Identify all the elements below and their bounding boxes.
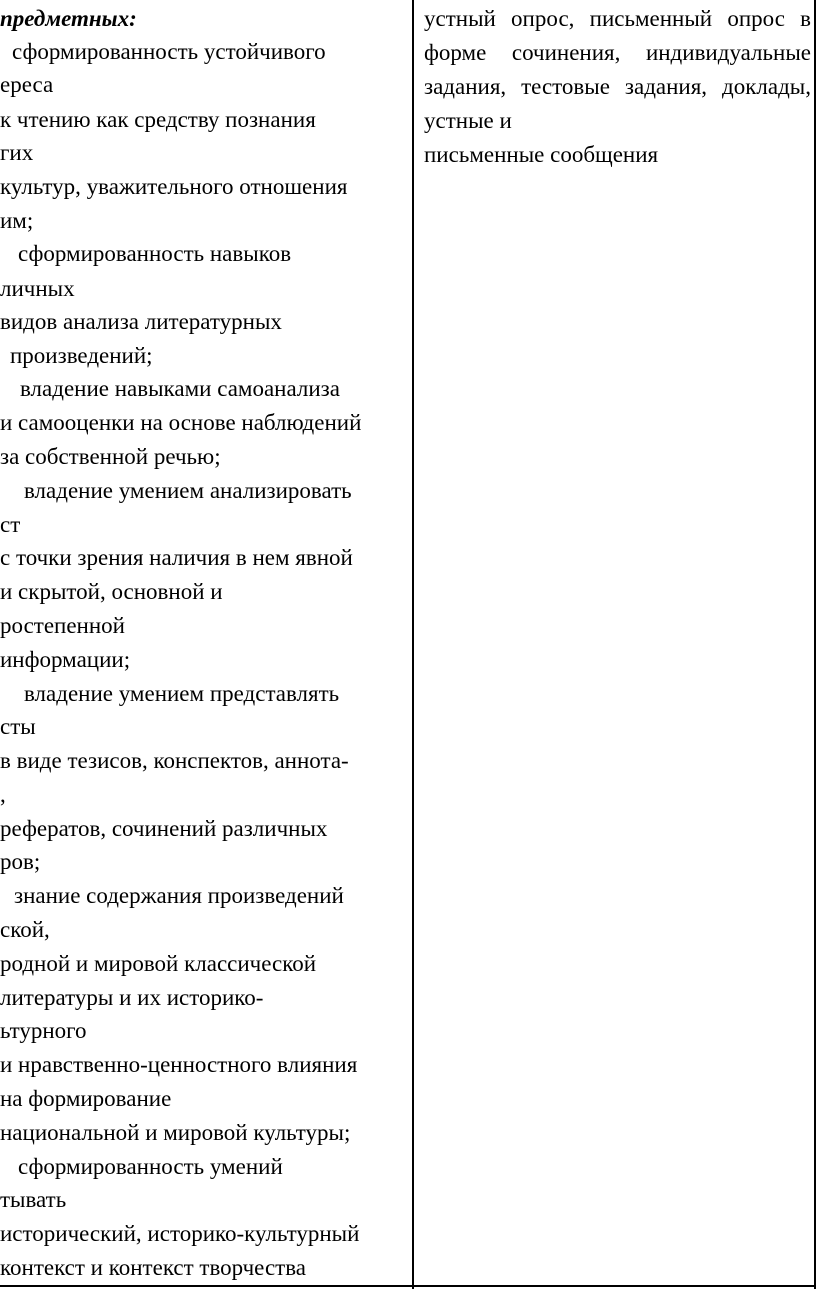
result-line: сформированность устойчивого [12, 39, 326, 64]
result-line: ров; [0, 849, 41, 874]
result-line: ской, [0, 917, 50, 942]
result-line: ростепенной [0, 613, 125, 638]
result-line: и нравственно-ценностного влияния [0, 1052, 358, 1077]
result-line: сформированность навыков [18, 241, 292, 266]
result-line: исторический, историко-культурный [0, 1221, 360, 1246]
result-line: контекст и контекст творчества [0, 1255, 306, 1280]
result-line: личных [0, 276, 75, 301]
result-line: с точки зрения наличия в нем явной [0, 545, 353, 570]
result-line: культур, уважительного отношения [0, 174, 348, 199]
result-line: в виде тезисов, конспектов, аннота- [0, 748, 349, 773]
result-line: к чтению как средству познания [0, 107, 316, 132]
result-line: информации; [0, 647, 131, 672]
result-line: видов анализа литературных [0, 309, 282, 334]
result-line: литературы и их историко- [0, 985, 264, 1010]
result-line: национальной и мировой культуры; [0, 1120, 351, 1145]
result-line: и самооценки на основе наблюдений [0, 410, 362, 435]
result-line: им; [0, 208, 34, 233]
methods-paragraph-end: письменные сообщения [424, 142, 659, 167]
result-line: гих [0, 140, 34, 165]
methods-paragraph: устный опрос, письменный опрос в форме сочинения, индивидуальные задания, тестовые задания, доклады, устные и [424, 6, 811, 133]
result-line: родной и мировой классической [0, 951, 317, 976]
result-line: и скрытой, основной и [0, 579, 223, 604]
methods-text [424, 2, 811, 172]
section-heading: предметных: [0, 6, 137, 31]
result-line: сты [0, 714, 36, 739]
result-line: владение умением представлять [24, 681, 340, 706]
result-line: на формирование [0, 1086, 172, 1111]
result-line: рефератов, сочинений различных [0, 816, 328, 841]
result-line: владение навыками самоанализа [20, 376, 340, 401]
result-line: владение умением анализировать [24, 478, 352, 503]
column-divider [412, 0, 414, 1289]
methods-column [416, 0, 816, 1289]
result-line: сформированность умений [18, 1154, 283, 1179]
result-line: произведений; [10, 343, 153, 368]
result-line: ст [0, 512, 21, 537]
result-line: ереса [0, 72, 54, 97]
result-line: ьтурного [0, 1018, 87, 1043]
result-line: , [0, 782, 6, 807]
result-line: знание содержания произведений [14, 883, 344, 908]
result-line: за собственной речью; [0, 444, 221, 469]
result-line: тывать [0, 1187, 67, 1212]
